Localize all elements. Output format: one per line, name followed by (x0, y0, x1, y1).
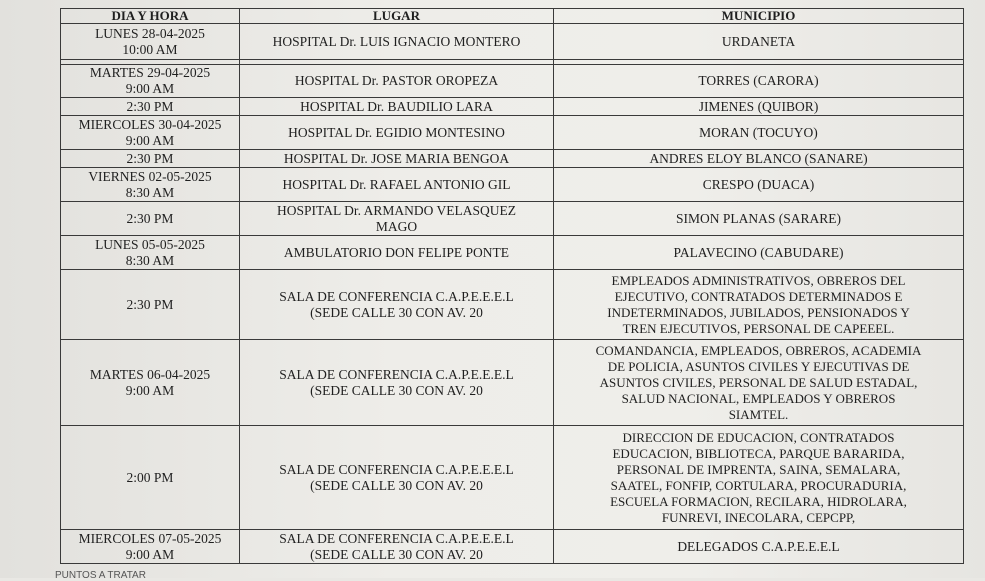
cell-dia: LUNES 28-04-2025 (95, 25, 205, 41)
cell-dia-hora (61, 236, 240, 270)
cell-municipio (554, 426, 964, 530)
table-row (61, 168, 964, 202)
header-row (61, 9, 964, 24)
cell-dia-hora (61, 202, 240, 236)
cell-municipio (554, 340, 964, 426)
text-line: URDANETA (721, 33, 796, 49)
cell-municipio (554, 270, 964, 340)
text-line: ASUNTOS CIVILES, PERSONAL DE SALUD ESTADAL, (599, 374, 918, 390)
text-line: ESCUELA FORMACION, RECILARA, HIDROLARA, (610, 493, 907, 509)
text-line: TORRES (CARORA) (698, 73, 819, 88)
text-line: (SEDE CALLE 30 CON AV. 20 (310, 304, 483, 320)
cell-lugar (240, 65, 554, 98)
table-row (61, 530, 964, 564)
table-row (61, 340, 964, 426)
cell-lugar (240, 202, 554, 236)
cell-hora: 2:30 PM (126, 296, 174, 312)
text-line: INDETERMINADOS, JUBILADOS, PENSIONADOS Y (607, 304, 910, 320)
cell-hora: 9:00 AM (125, 382, 175, 398)
text-line: COMANDANCIA, EMPLEADOS, OBREROS, ACADEMIA (595, 342, 922, 358)
schedule-body (61, 24, 964, 564)
text-line: PALAVECINO (CABUDARE) (673, 244, 844, 260)
text-line: PERSONAL DE IMPRENTA, SAINA, SEMALARA, (616, 461, 901, 477)
cell-lugar (240, 270, 554, 340)
text-line: SALA DE CONFERENCIA C.A.P.E.E.E.L (279, 530, 514, 546)
text-line: SALA DE CONFERENCIA C.A.P.E.E.E.L (279, 461, 514, 477)
text-line: HOSPITAL Dr. RAFAEL ANTONIO GIL (282, 176, 511, 192)
cell-hora: 9:00 AM (125, 546, 175, 562)
text-line: (SEDE CALLE 30 CON AV. 20 (310, 546, 483, 562)
cell-municipio (554, 530, 964, 564)
cell-lugar (240, 236, 554, 270)
header-municipio: MUNICIPIO (554, 9, 964, 24)
cell-municipio (554, 168, 964, 202)
cell-municipio (554, 65, 964, 98)
text-line: CRESPO (DUACA) (702, 176, 815, 192)
cell-lugar (240, 24, 554, 60)
table-row (61, 98, 964, 116)
schedule-table (60, 8, 964, 564)
cell-lugar (240, 98, 554, 116)
cell-dia-hora (61, 530, 240, 564)
text-line: EMPLEADOS ADMINISTRATIVOS, OBREROS DEL (611, 272, 906, 288)
cell-hora: 10:00 AM (122, 41, 178, 57)
text-line: SALA DE CONFERENCIA C.A.P.E.E.E.L (279, 288, 514, 304)
cell-lugar (240, 150, 554, 168)
text-line: DIRECCION DE EDUCACION, CONTRATADOS (622, 429, 895, 445)
cell-dia: MIERCOLES 07-05-2025 (78, 530, 222, 546)
footer-text: PUNTOS A TRATAR (55, 570, 146, 581)
text-line: HOSPITAL Dr. ARMANDO VELASQUEZ (277, 202, 516, 218)
cell-municipio (554, 98, 964, 116)
cell-dia: MIERCOLES 30-04-2025 (78, 116, 222, 132)
cell-municipio (554, 150, 964, 168)
cell-lugar (240, 340, 554, 426)
text-line: TREN EJECUTIVOS, PERSONAL DE CAPEEEL. (622, 320, 895, 336)
cell-municipio (554, 202, 964, 236)
cell-hora: 2:00 PM (126, 469, 174, 485)
cell-dia-hora (61, 426, 240, 530)
table-row (61, 24, 964, 60)
text-line: EDUCACION, BIBLIOTECA, PARQUE BARARIDA, (612, 445, 905, 461)
cell-lugar (240, 168, 554, 202)
cell-hora: 9:00 AM (125, 81, 175, 96)
text-line: JIMENES (QUIBOR) (698, 98, 819, 114)
text-line: SALA DE CONFERENCIA C.A.P.E.E.E.L (279, 366, 514, 382)
cell-dia-hora (61, 340, 240, 426)
text-line: HOSPITAL Dr. JOSE MARIA BENGOA (283, 150, 510, 166)
text-line: FUNREVI, INECOLARA, CEPCPP, (661, 509, 856, 525)
cell-dia-hora (61, 116, 240, 150)
text-line: SIMON PLANAS (SARARE) (675, 210, 842, 226)
text-line: MAGO (375, 218, 418, 234)
cell-hora: 9:00 AM (125, 132, 175, 148)
cell-hora: 2:30 PM (126, 210, 174, 226)
header-lugar: LUGAR (240, 9, 554, 24)
cell-hora: 8:30 AM (125, 184, 175, 200)
text-line: (SEDE CALLE 30 CON AV. 20 (310, 382, 483, 398)
cell-dia: LUNES 05-05-2025 (95, 236, 205, 252)
table-row (61, 65, 964, 98)
text-line: SIAMTEL. (728, 406, 789, 422)
cell-dia-hora (61, 150, 240, 168)
cell-lugar (240, 116, 554, 150)
text-line: (SEDE CALLE 30 CON AV. 20 (310, 477, 483, 493)
cell-municipio (554, 116, 964, 150)
cell-municipio (554, 236, 964, 270)
text-line: HOSPITAL Dr. PASTOR OROPEZA (294, 73, 499, 88)
table-row (61, 202, 964, 236)
text-line: MORAN (TOCUYO) (699, 124, 818, 140)
cell-dia-hora (61, 98, 240, 116)
cell-dia-hora (61, 24, 240, 60)
text-line: SAATEL, FONFIP, CORTULARA, PROCURADURIA, (610, 477, 907, 493)
text-line: DELEGADOS C.A.P.E.E.E.L (677, 538, 840, 554)
cell-dia-hora (61, 65, 240, 98)
text-line: AMBULATORIO DON FELIPE PONTE (283, 244, 510, 260)
table-row (61, 236, 964, 270)
text-line: EJECUTIVO, CONTRATADOS DETERMINADOS E (614, 288, 903, 304)
cell-dia-hora (61, 168, 240, 202)
table-row (61, 150, 964, 168)
cell-dia-hora (61, 270, 240, 340)
text-line: HOSPITAL Dr. BAUDILIO LARA (300, 98, 493, 114)
text-line: HOSPITAL Dr. EGIDIO MONTESINO (288, 124, 505, 140)
header-dia-hora: DIA Y HORA (61, 9, 240, 24)
cell-lugar (240, 530, 554, 564)
table-row (61, 270, 964, 340)
table-row (61, 116, 964, 150)
text-line: SALUD NACIONAL, EMPLEADOS Y OBREROS (621, 390, 896, 406)
cell-hora: 8:30 AM (125, 252, 175, 268)
cell-dia: VIERNES 02-05-2025 (88, 168, 212, 184)
table-row (61, 426, 964, 530)
text-line: DE POLICIA, ASUNTOS CIVILES Y EJECUTIVAS DE (607, 358, 910, 374)
cell-dia: MARTES 06-04-2025 (89, 366, 211, 382)
text-line: HOSPITAL Dr. LUIS IGNACIO MONTERO (272, 33, 521, 49)
cell-lugar (240, 426, 554, 530)
cell-hora: 2:30 PM (126, 150, 174, 166)
text-line: ANDRES ELOY BLANCO (SANARE) (649, 150, 868, 166)
cell-municipio (554, 24, 964, 60)
cell-dia: MARTES 29-04-2025 (89, 65, 211, 80)
cell-hora: 2:30 PM (126, 98, 174, 114)
